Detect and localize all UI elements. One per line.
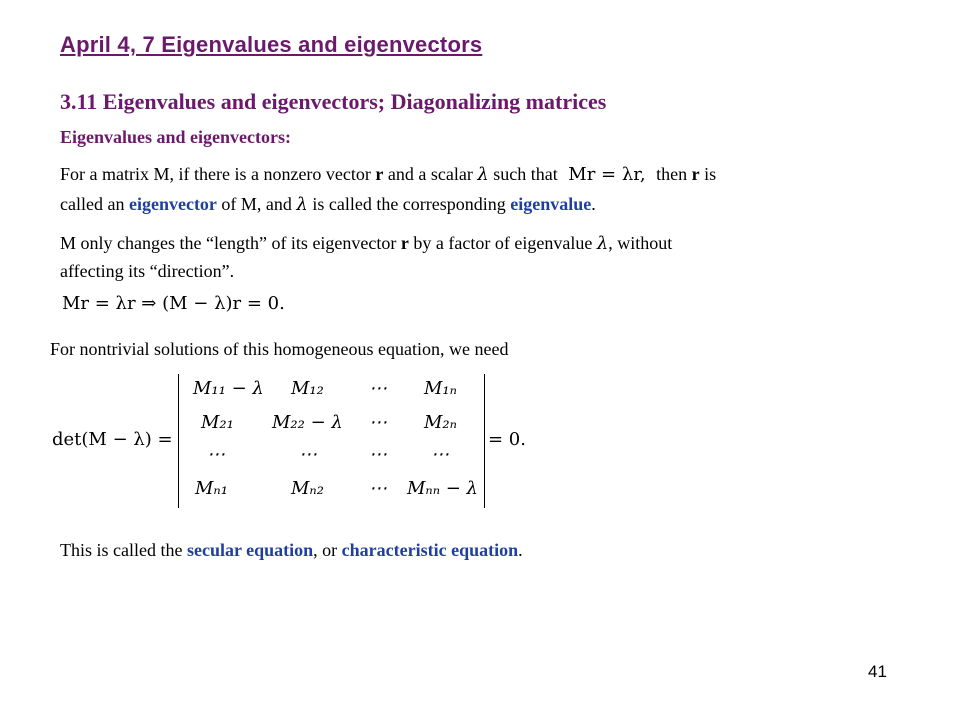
determinant-matrix bbox=[178, 374, 485, 508]
text-span: such that bbox=[488, 164, 563, 184]
explanation-line-1 bbox=[60, 230, 672, 257]
vector-r: r bbox=[375, 164, 384, 184]
matrix-cell: M₂ₙ bbox=[424, 412, 457, 433]
matrix-cell: M₁₁ − λ bbox=[193, 378, 264, 399]
slide-title: April 4, 7 Eigenvalues and eigenvectors bbox=[60, 32, 483, 57]
homogeneous-equation: Mr = λr ⇒ (M − λ)r = 0. bbox=[62, 293, 285, 314]
nontrivial-condition-text: For nontrivial solutions of this homogeneous equation, we need bbox=[50, 339, 509, 359]
section-subtitle: 3.11 Eigenvalues and eigenvectors; Diagonalizing matrices bbox=[60, 89, 607, 114]
matrix-row bbox=[179, 444, 484, 474]
matrix-cell: M₂₂ − λ bbox=[272, 412, 343, 433]
term-secular-equation: secular equation bbox=[186, 540, 314, 560]
secular-equation-line bbox=[60, 537, 523, 563]
matrix-cell: ⋯ bbox=[369, 478, 387, 499]
lambda-symbol: λ bbox=[596, 233, 609, 254]
vector-r: r bbox=[400, 233, 409, 253]
text-span: M only changes the “length” of its eigenvector bbox=[60, 233, 401, 253]
matrix-cell: M₁ₙ bbox=[424, 378, 457, 399]
matrix-cell: ⋯ bbox=[369, 412, 387, 433]
eigen-equation-inline: Mr = λr, bbox=[568, 164, 646, 185]
matrix-cell: Mₙₙ − λ bbox=[407, 478, 478, 499]
text-span: is called the corresponding bbox=[307, 194, 511, 214]
topic-heading: Eigenvalues and eigenvectors: bbox=[60, 127, 291, 147]
matrix-cell: ⋯ bbox=[299, 444, 317, 465]
matrix-row bbox=[179, 412, 484, 442]
matrix-cell: ⋯ bbox=[431, 444, 449, 465]
text-span: by a factor of eigenvalue bbox=[408, 233, 597, 253]
text-span: of M, and bbox=[216, 194, 297, 214]
matrix-cell: ⋯ bbox=[369, 378, 387, 399]
definition-line-2 bbox=[60, 191, 596, 218]
term-eigenvalue: eigenvalue bbox=[510, 194, 592, 214]
vector-r: r bbox=[691, 164, 700, 184]
determinant-rhs: = 0. bbox=[488, 429, 526, 450]
text-span: , or bbox=[313, 540, 342, 560]
term-eigenvector: eigenvector bbox=[128, 194, 217, 214]
text-span: , without bbox=[608, 233, 673, 253]
text-span: is bbox=[699, 164, 717, 184]
matrix-cell: ⋯ bbox=[207, 444, 225, 465]
text-span: . bbox=[591, 194, 596, 214]
determinant-lhs: det(M − λ) = bbox=[52, 429, 173, 450]
text-span: then bbox=[651, 164, 692, 184]
text-span: affecting its “direction”. bbox=[60, 261, 235, 281]
lambda-symbol: λ bbox=[296, 194, 308, 215]
explanation-line-2 bbox=[60, 258, 234, 284]
matrix-cell: Mₙ₁ bbox=[195, 478, 228, 499]
matrix-cell: Mₙ₂ bbox=[291, 478, 324, 499]
matrix-row bbox=[179, 478, 484, 508]
matrix-cell: ⋯ bbox=[369, 444, 387, 465]
definition-line-1 bbox=[60, 161, 716, 188]
text-span: This is called the bbox=[60, 540, 187, 560]
lambda-symbol: λ bbox=[477, 164, 489, 185]
term-characteristic-equation: characteristic equation bbox=[341, 540, 519, 560]
matrix-cell: M₂₁ bbox=[201, 412, 234, 433]
text-span: called an bbox=[60, 194, 129, 214]
text-span: For a matrix M, if there is a nonzero vector bbox=[60, 164, 376, 184]
text-span: . bbox=[518, 540, 523, 560]
matrix-cell: M₁₂ bbox=[291, 378, 324, 399]
matrix-row bbox=[179, 378, 484, 408]
text-span: and a scalar bbox=[383, 164, 478, 184]
page-number: 41 bbox=[868, 662, 887, 681]
